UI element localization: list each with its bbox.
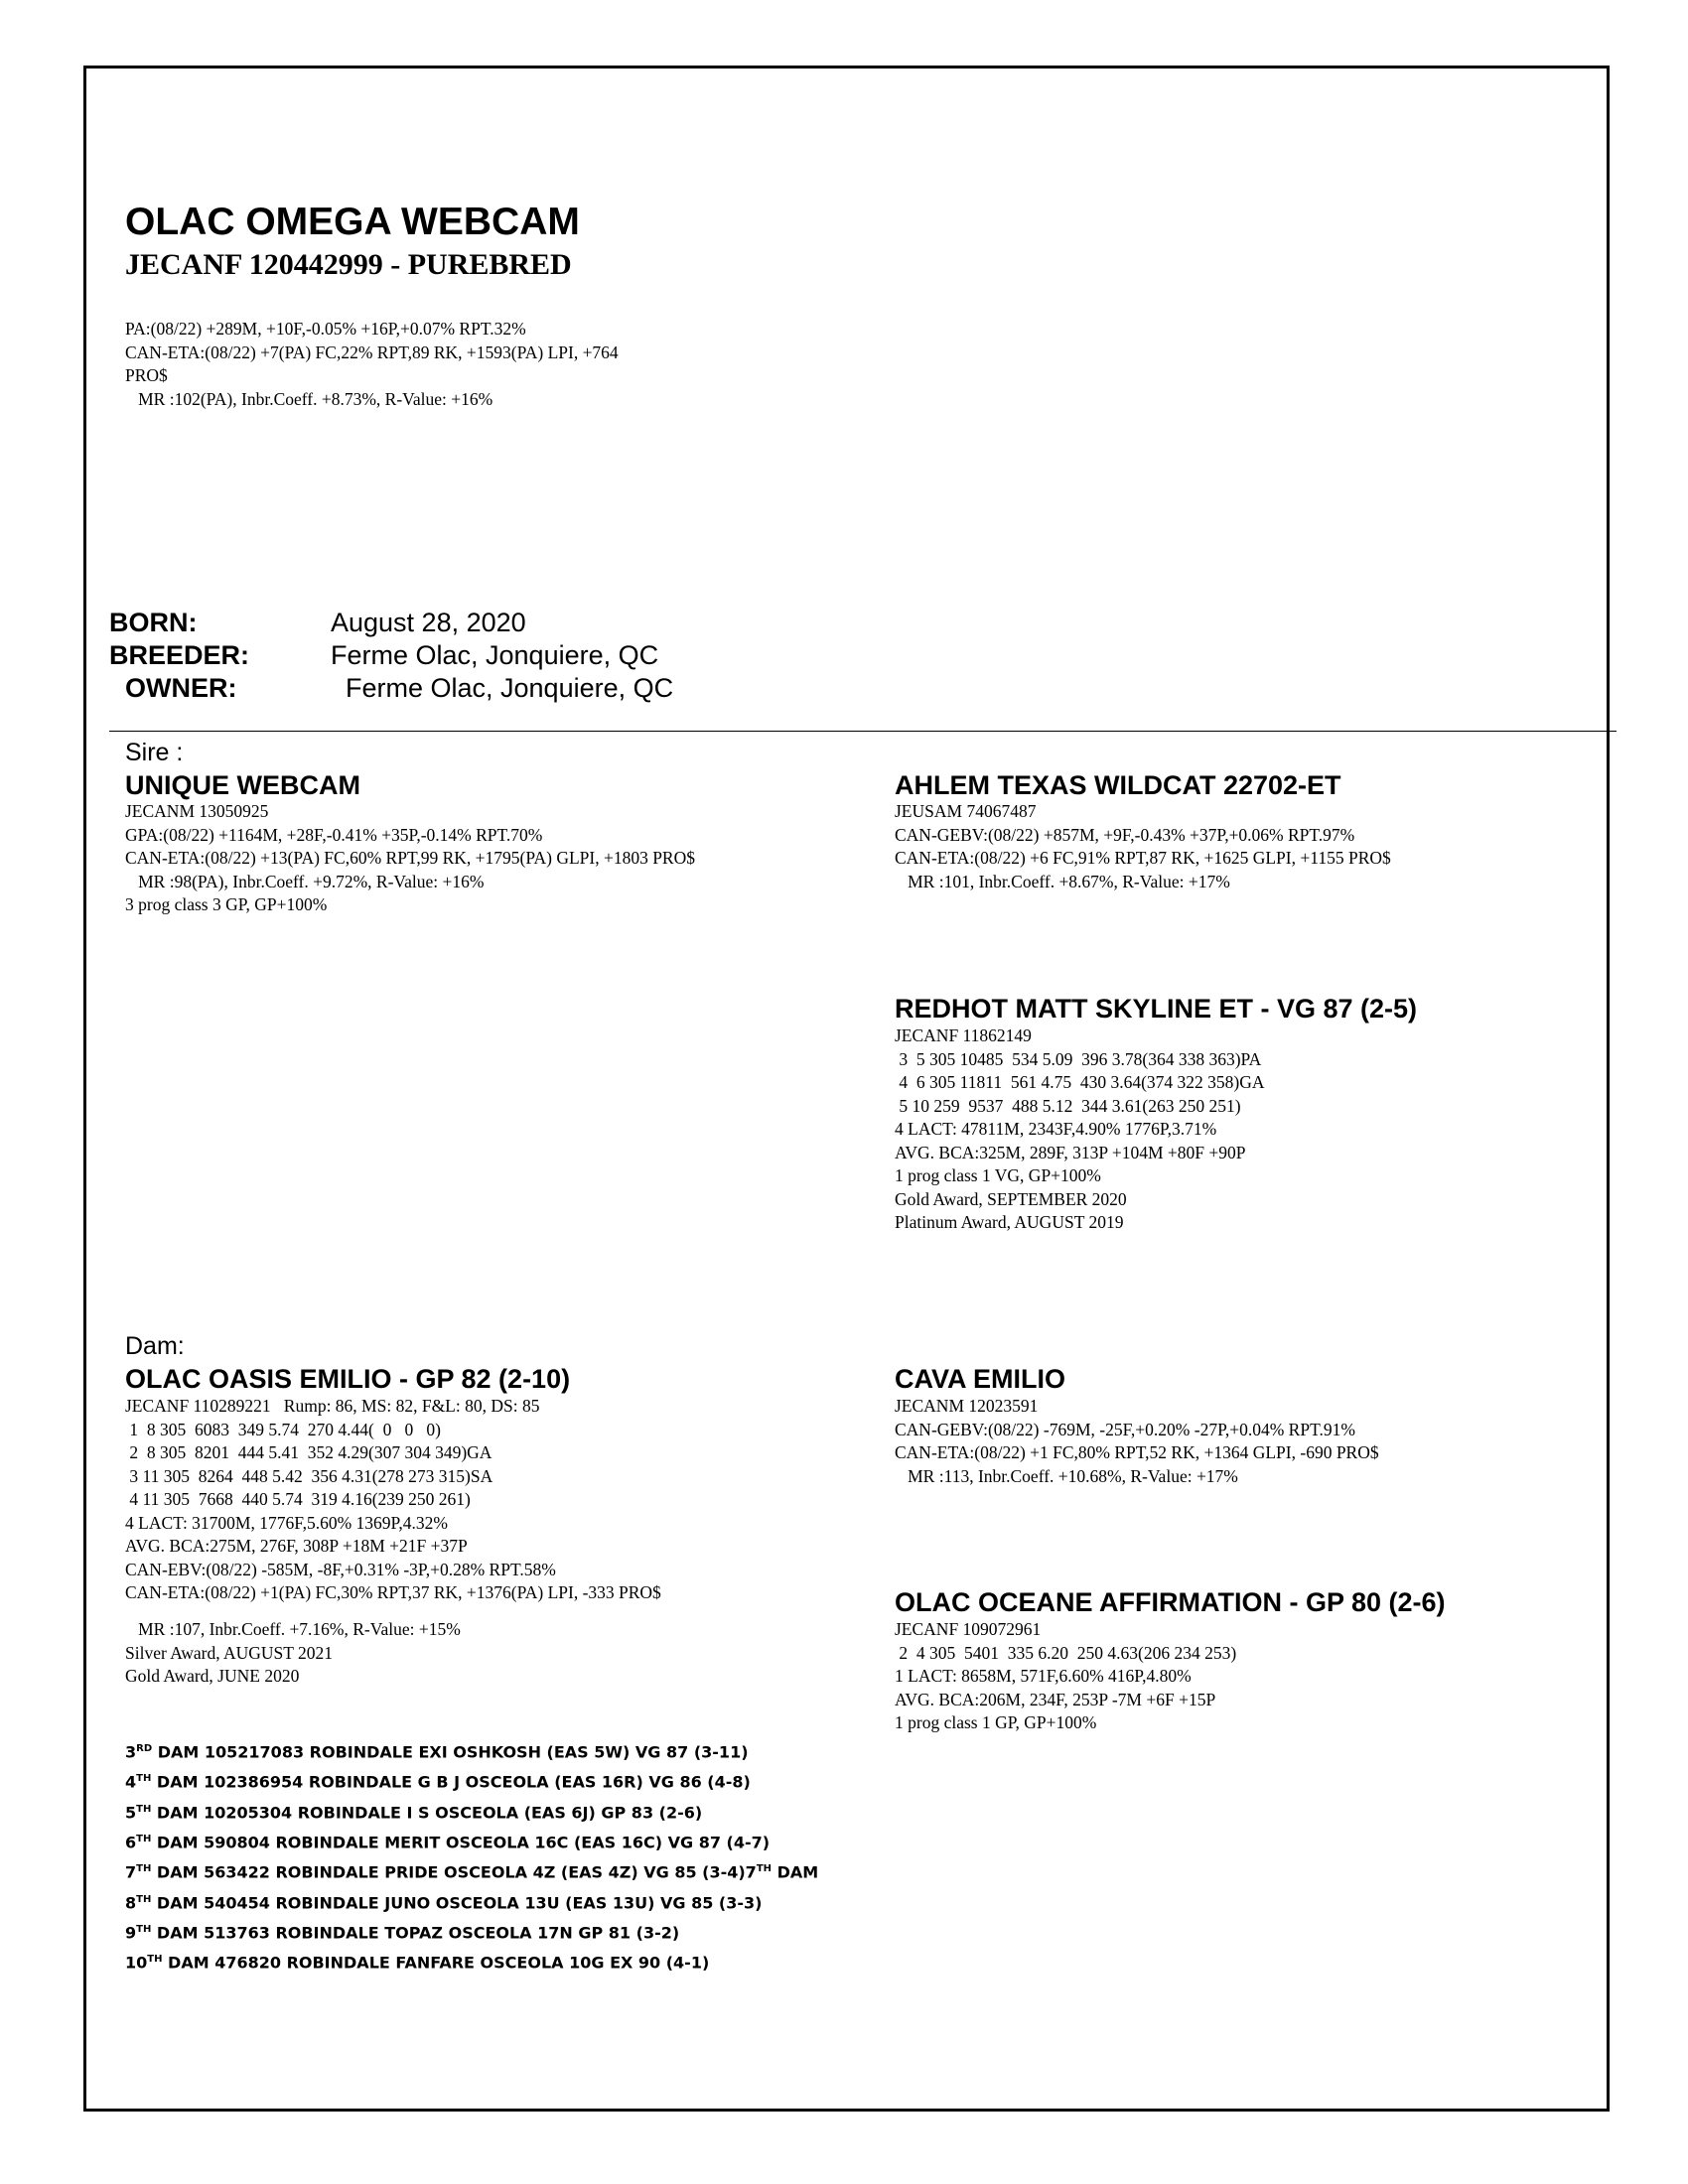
dam-line: CAN-ETA:(08/22) +1(PA) FC,30% RPT,37 RK, +1376(PA) LPI, -333 PRO$ [125, 1582, 661, 1602]
dam-dam-details [895, 1618, 1236, 1735]
dam-sire-details [895, 1395, 1379, 1488]
extended-dam-row: 3RD DAM 105217083 ROBINDALE EXI OSHKOSH (EAS 5W) VG 87 (3-11) [125, 1742, 749, 1762]
sire-dam-line: Gold Award, SEPTEMBER 2020 [895, 1188, 1127, 1209]
dam-line: JECANF 110289221 Rump: 86, MS: 82, F&L: 80, DS: 85 [125, 1396, 540, 1416]
proof-line: MR :102(PA), Inbr.Coeff. +8.73%, R-Value: +16% [125, 388, 493, 409]
extended-dam-row: 5TH DAM 10205304 ROBINDALE I S OSCEOLA (EAS 6J) GP 83 (2-6) [125, 1802, 703, 1822]
dam-line: 3 11 305 8264 448 5.42 356 4.31(278 273 315)SA [125, 1465, 493, 1486]
sire-dam-details [895, 1024, 1265, 1235]
animal-proofs [125, 318, 619, 411]
dam-dam-line: JECANF 109072961 [895, 1619, 1042, 1639]
extended-dam-row: 4TH DAM 102386954 ROBINDALE G B J OSCEOLA (EAS 16R) VG 86 (4-8) [125, 1772, 751, 1792]
sire-line: JECANM 13050925 [125, 801, 269, 821]
dam-sire-line: CAN-ETA:(08/22) +1 FC,80% RPT,52 RK, +1364 GLPI, -690 PRO$ [895, 1442, 1379, 1462]
sire-dam-line: Platinum Award, AUGUST 2019 [895, 1212, 1124, 1232]
sire-section-label: Sire : [125, 739, 184, 766]
dam-details [125, 1395, 661, 1605]
dam-dam-line: AVG. BCA:206M, 234F, 253P -7M +6F +15P [895, 1689, 1216, 1709]
proof-line: PRO$ [125, 365, 168, 385]
owner-label: OWNER: [125, 673, 237, 703]
dam-sire-line: CAN-GEBV:(08/22) -769M, -25F,+0.20% -27P,+0.04% RPT.91% [895, 1419, 1355, 1439]
dam-line: MR :107, Inbr.Coeff. +7.16%, R-Value: +15% [125, 1619, 461, 1639]
sire-line: MR :98(PA), Inbr.Coeff. +9.72%, R-Value: +16% [125, 871, 485, 891]
dam-line: Silver Award, AUGUST 2021 [125, 1642, 334, 1663]
dam-sire-line: JECANM 12023591 [895, 1396, 1039, 1416]
dam-sire-line: MR :113, Inbr.Coeff. +10.68%, R-Value: +17% [895, 1465, 1238, 1486]
dam-section-label: Dam: [125, 1332, 185, 1360]
dam-dam-line: 1 LACT: 8658M, 571F,6.60% 416P,4.80% [895, 1666, 1192, 1686]
dam-dam-line: 2 4 305 5401 335 6.20 250 4.63(206 234 253) [895, 1642, 1237, 1663]
sire-sire-line: CAN-GEBV:(08/22) +857M, +9F,-0.43% +37P,+0.06% RPT.97% [895, 824, 1355, 845]
sire-dam-line: JECANF 11862149 [895, 1025, 1032, 1045]
sire-line: GPA:(08/22) +1164M, +28F,-0.41% +35P,-0.14% RPT.70% [125, 824, 543, 845]
extended-dams-list [125, 1735, 818, 1977]
dam-line: 4 11 305 7668 440 5.74 319 4.16(239 250 261) [125, 1489, 471, 1509]
sire-dam-line: 5 10 259 9537 488 5.12 344 3.61(263 250 251) [895, 1095, 1241, 1116]
dam-line: 1 8 305 6083 349 5.74 270 4.44( 0 0 0) [125, 1419, 441, 1439]
sire-dam-line: 1 prog class 1 VG, GP+100% [895, 1165, 1101, 1185]
sire-line: CAN-ETA:(08/22) +13(PA) FC,60% RPT,99 RK, +1795(PA) GLPI, +1803 PRO$ [125, 848, 695, 868]
sire-details [125, 800, 695, 917]
dam-line: 4 LACT: 31700M, 1776F,5.60% 1369P,4.32% [125, 1512, 448, 1533]
dam-name: OLAC OASIS EMILIO - GP 82 (2-10) [125, 1364, 571, 1394]
extended-dam-row: 8TH DAM 540454 ROBINDALE JUNO OSCEOLA 13U (EAS 13U) VG 85 (3-3) [125, 1892, 763, 1912]
owner-value: Ferme Olac, Jonquiere, QC [346, 673, 674, 703]
born-value: August 28, 2020 [331, 608, 526, 637]
dam-details-2 [125, 1618, 461, 1689]
extended-dam-row: 7TH DAM 563422 ROBINDALE PRIDE OSCEOLA 4Z (EAS 4Z) VG 85 (3-4)7TH DAM [125, 1862, 819, 1882]
extended-dam-row: 9TH DAM 513763 ROBINDALE TOPAZ OSCEOLA 17N GP 81 (3-2) [125, 1923, 680, 1943]
sire-line: 3 prog class 3 GP, GP+100% [125, 894, 328, 914]
extended-dam-row: 6TH DAM 590804 ROBINDALE MERIT OSCEOLA 16C (EAS 16C) VG 87 (4-7) [125, 1833, 771, 1852]
sire-sire-name: AHLEM TEXAS WILDCAT 22702-ET [895, 770, 1341, 800]
dam-line: AVG. BCA:275M, 276F, 308P +18M +21F +37P [125, 1536, 468, 1556]
dam-line: Gold Award, JUNE 2020 [125, 1666, 300, 1686]
sire-name: UNIQUE WEBCAM [125, 770, 360, 800]
registration-line: JECANF 120442999 - PUREBRED [125, 248, 572, 281]
proof-line: CAN-ETA:(08/22) +7(PA) FC,22% RPT,89 RK, +1593(PA) LPI, +764 [125, 341, 619, 362]
sire-dam-line: 4 6 305 11811 561 4.75 430 3.64(374 322 358)GA [895, 1072, 1265, 1092]
extended-dam-row: 10TH DAM 476820 ROBINDALE FANFARE OSCEOLA 10G EX 90 (4-1) [125, 1953, 710, 1973]
sire-sire-line: JEUSAM 74067487 [895, 801, 1037, 821]
sire-sire-line: CAN-ETA:(08/22) +6 FC,91% RPT,87 RK, +1625 GLPI, +1155 PRO$ [895, 848, 1391, 868]
breeder-label: BREEDER: [109, 640, 250, 670]
animal-name: OLAC OMEGA WEBCAM [125, 201, 580, 243]
born-label: BORN: [109, 608, 198, 637]
sire-sire-line: MR :101, Inbr.Coeff. +8.67%, R-Value: +17% [895, 871, 1230, 891]
breeder-value: Ferme Olac, Jonquiere, QC [331, 640, 659, 670]
dam-dam-line: 1 prog class 1 GP, GP+100% [895, 1712, 1097, 1732]
proof-line: PA:(08/22) +289M, +10F,-0.05% +16P,+0.07% RPT.32% [125, 319, 526, 339]
sire-dam-name: REDHOT MATT SKYLINE ET - VG 87 (2-5) [895, 994, 1418, 1024]
sire-dam-line: AVG. BCA:325M, 289F, 313P +104M +80F +90P [895, 1142, 1246, 1162]
sire-dam-line: 3 5 305 10485 534 5.09 396 3.78(364 338 363)PA [895, 1048, 1262, 1069]
dam-line: 2 8 305 8201 444 5.41 352 4.29(307 304 349)GA [125, 1442, 492, 1462]
dam-line: CAN-EBV:(08/22) -585M, -8F,+0.31% -3P,+0.28% RPT.58% [125, 1559, 556, 1579]
sire-sire-details [895, 800, 1391, 893]
dam-dam-name: OLAC OCEANE AFFIRMATION - GP 80 (2-6) [895, 1587, 1446, 1617]
dam-sire-name: CAVA EMILIO [895, 1364, 1065, 1394]
sire-dam-line: 4 LACT: 47811M, 2343F,4.90% 1776P,3.71% [895, 1119, 1217, 1139]
divider [109, 731, 1617, 732]
